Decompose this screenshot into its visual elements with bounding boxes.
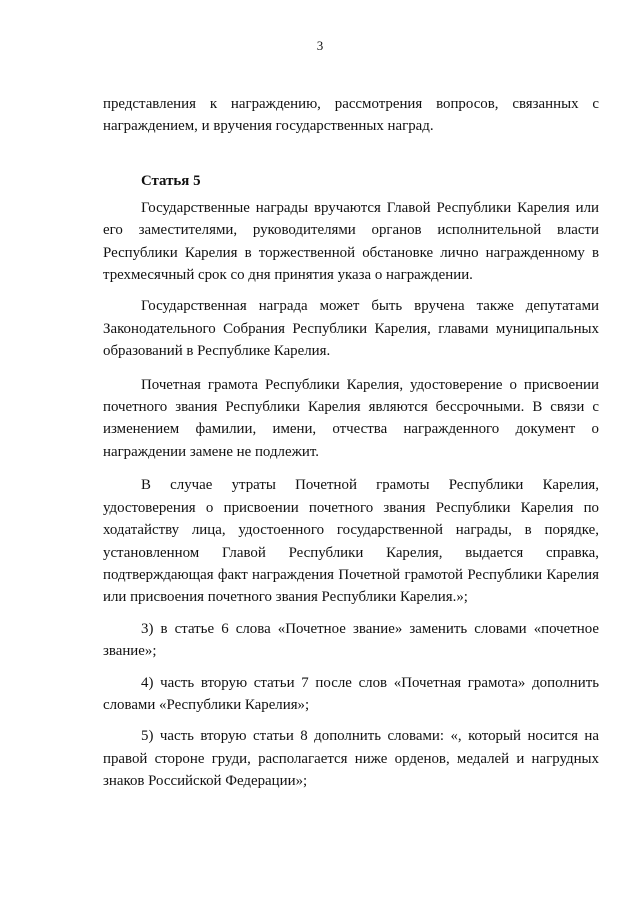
amendment-item: 3) в статье 6 слова «Почетное звание» заменить словами «почетное звание»;: [103, 620, 599, 660]
document-body: [103, 93, 599, 793]
article-heading: Статья 5: [141, 172, 201, 189]
continuation-paragraph: представления к награждению, рассмотрения вопросов, связанных с награждением, и вручения государственных наград.: [103, 96, 599, 135]
paragraph: Государственные награды вручаются Главой Республики Карелия или его заместителями, руководителями органов исполнительной власти Республики Карелия в торжественной обстановке лично награжденному в трехмесячный срок со дня принятия указа о награждении.: [103, 199, 599, 284]
page-number: 3: [316, 38, 324, 53]
paragraph: Государственная награда может быть вручена также депутатами Законодательного Собрания Республики Карелия, главами муниципальных образований в Республике Карелия.: [103, 298, 599, 360]
amendment-item: 5) часть вторую статьи 8 дополнить словами: «, который носится на правой стороне груди, располагается ниже орденов, медалей и нагрудных знаков Российской Федерации»;: [103, 728, 599, 790]
amendment-item: 4) часть вторую статьи 7 после слов «Почетная грамота» дополнить словами «Республики Карелия»;: [103, 674, 599, 713]
paragraph: В случае утраты Почетной грамоты Республики Карелия, удостоверения о присвоении почетного звания Республики Карелия по ходатайству лица, удостоенного государственной награды, в порядке, установленном Главой Республики Карелия, выдается справка, подтверждающая факт награждения Почетной грамотой Республики Карелия или присвоения почетного звания Республики Карелия.»;: [103, 477, 599, 606]
paragraph: Почетная грамота Республики Карелия, удостоверение о присвоении почетного звания Республики Карелия являются бессрочными. В связи с изменением фамилии, имени, отчества награжденного документ о награждении замене не подлежит.: [103, 376, 599, 460]
